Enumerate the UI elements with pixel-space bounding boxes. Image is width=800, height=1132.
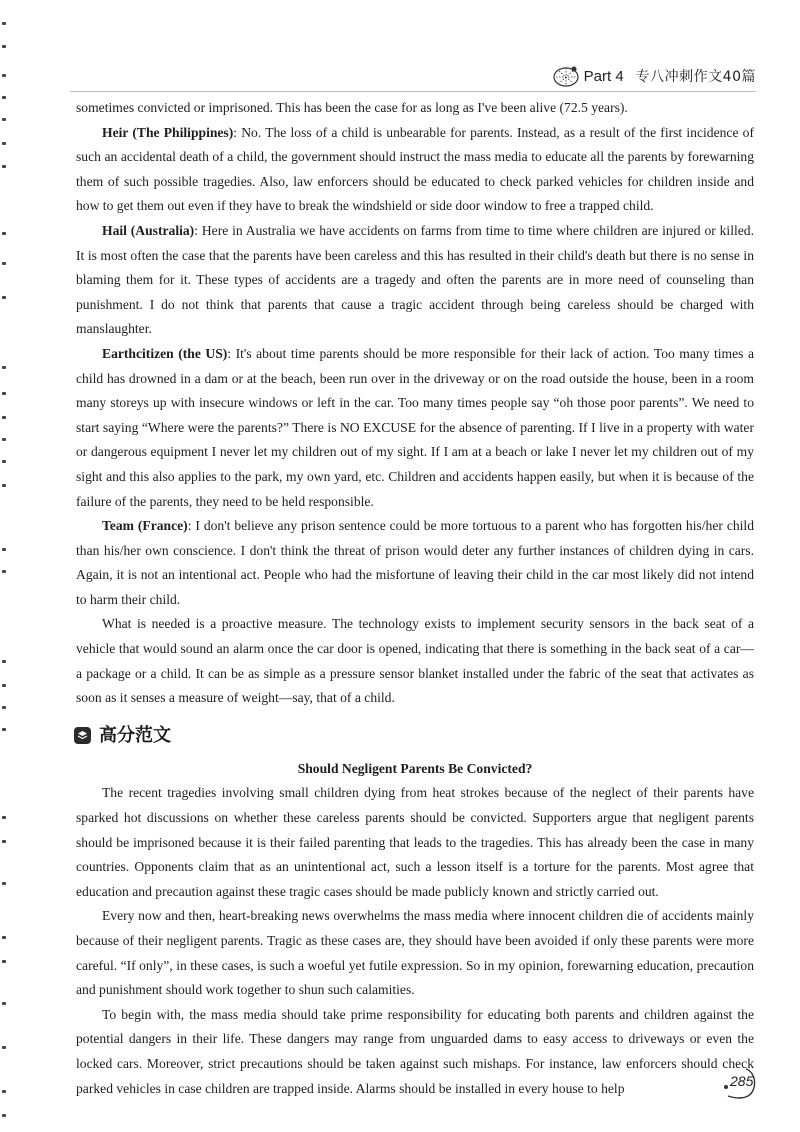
comment-paragraph: [76, 342, 754, 514]
comment-text: : It's about time parents should be more responsible for their lack of action. Too many times a child has drowned in a dam or at the beach, been run over in the driveway or on the road outside the house, been in a room many storeys up with insecure windows or left in the car. Too many times people say “oh those poor parents”. We need to start saying “Where were the parents?” There is NO EXCUSE for the absence of parenting. If I live in a property with water or dangerous equipment I never let my children out of my sight. If I am at a beach or lake I never let my children out of my sight and this also applies to the park, my own yard, etc. Children and accidents happen easily, but when it is because of the failure of the parents, they need to be held responsible.: [76, 345, 754, 509]
comment-paragraph: [76, 219, 754, 342]
essay-paragraph: Every now and then, heart-breaking news overwhelms the mass media where innocent children die of accidents mainly because of their negligent parents. Tragic as these cases are, they should have been avoided if only these parents were more careful. “If only”, in these cases, is such a woeful yet futile expression. So in my opinion, forewarning education, precaution and punishment should work together to shun such calamities.: [76, 908, 754, 998]
page-content: [76, 96, 754, 1101]
header-book-title: 专八冲刺作文40篇: [635, 69, 756, 85]
header-logo-icon: [552, 64, 580, 88]
section-label: 高分范文: [99, 724, 171, 746]
commenter-name: Team (France): [102, 518, 188, 534]
comment-paragraph: [76, 121, 754, 219]
essay-paragraph: To begin with, the mass media should take prime responsibility for educating both parents and children against the potential dangers in their life. These dangers may range from unguarded dams to easy access to driveways or even the locked cars. Moreover, strict precautions should be taken against such mishaps. For instance, law enforcers should check parked vehicles in case children are trapped inside. Alarms should be installed in every house to help: [76, 1006, 754, 1096]
essay-paragraph: The recent tragedies involving small children dying from heat strokes because of the neglect of their parents have sparked hot discussions on whether these careless parents should be convicted. Supporters argue that negligent parents should be imprisoned because it is their failed parenting that leads to the tragedies. This has already been the case in many countries. Opponents claim that as an unintentional act, such a lesson itself is a torture for the parents. Most agree that education and precaution against these tragic cases should be made publicly known and strictly carried out.: [76, 785, 754, 899]
commenter-name: Hail (Australia): [102, 222, 195, 238]
paragraph: What is needed is a proactive measure. The technology exists to implement security sensors in the back seat of a vehicle that would sound an alarm once the car door is opened, indicating that there is something in the back seat of a car—a package or a child. It can be as simple as a pressure sensor blanket installed under the fabric of the seat that activates as soon as it senses a measure of weight—say, that of a child.: [76, 616, 754, 706]
header-part-label: Part 4: [583, 67, 624, 85]
page-number: [716, 1066, 762, 1100]
page-header: [552, 62, 756, 90]
comment-paragraph: [76, 514, 754, 612]
page-number-text: 285: [730, 1073, 754, 1089]
commenter-name: Earthcitizen (the US): [102, 345, 228, 361]
commenter-name: Heir (The Philippines): [102, 124, 234, 140]
layers-icon: [74, 727, 91, 744]
header-rule: [70, 91, 756, 92]
comment-text: : No. The loss of a child is unbearable for parents. Instead, as a result of the first incidence of such an accidental death of a child, the government should instruct the mass media to educate all the parents by forewarning them of such possible tragedies. Also, law enforcers should be educated to check parked vehicles for children inside and how to get them out even if they have to break the windshield or side door window to free a trapped child.: [76, 124, 754, 214]
comment-text: : I don't believe any prison sentence could be more tortuous to a parent who has forgotten his/her child than his/her own conscience. I don't think the threat of prison would deter any further instances of children dying in cars. Again, it is not an intentional act. People who had the misfortune of leaving their child in the car most likely did not intend to harm their child.: [76, 518, 754, 607]
paragraph: sometimes convicted or imprisoned. This has been the case for as long as I've been alive (72.5 years).: [76, 100, 628, 115]
comment-text: : Here in Australia we have accidents on farms from time to time where children are injured or killed. It is most often the case that the parents have been careless and this has resulted in their child's death but there is no sense in blaming them for it. These types of accidents are a tragedy and often the parents are in more need of counseling than punishment. I do not think that parents that cause a tragic accident through being careless should be charged with manslaughter.: [76, 222, 754, 337]
binding-margin-marks: [0, 0, 14, 1132]
essay-title: Should Negligent Parents Be Convicted?: [297, 760, 533, 776]
section-heading: [74, 721, 754, 751]
